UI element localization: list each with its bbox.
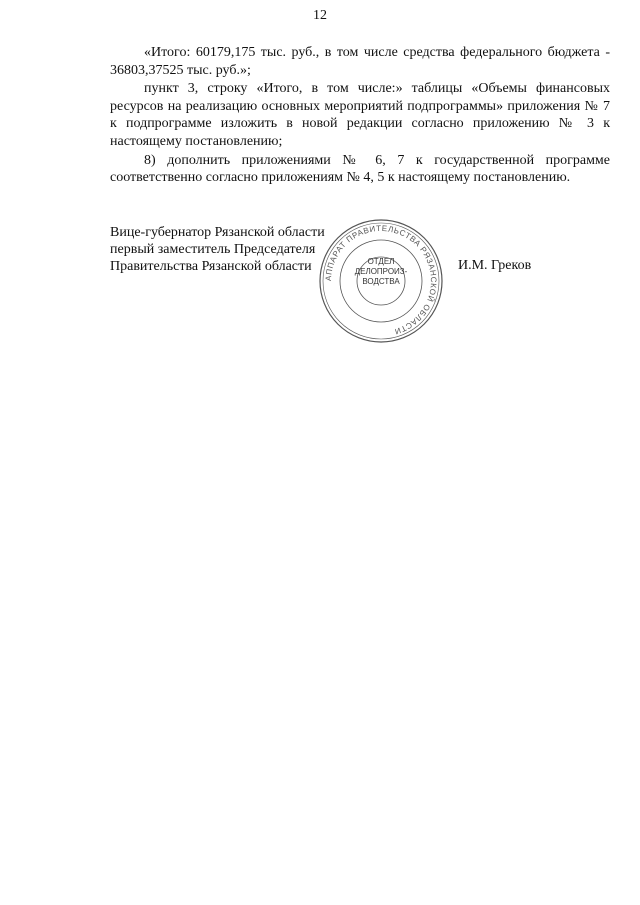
stamp-outer-text: АППАРАТ ПРАВИТЕЛЬСТВА РЯЗАНСКОЙ ОБЛАСТИ xyxy=(323,223,439,337)
signer-name: И.М. Греков xyxy=(458,258,532,273)
stamp-center-line-3: ВОДСТВА xyxy=(362,277,400,286)
paragraph-point-3: пункт 3, строку «Итого, в том числе:» таблицы «Объемы финансовых ресурсов на реализацию основных мероприятий подпрограммы» приложения № 7 к подпрограмме изложить в новой редакции согласно приложению № 3 к настоящему постановлению; xyxy=(110,81,610,149)
signatory-title xyxy=(110,224,325,275)
signatory-line-1: Вице-губернатор Рязанской области xyxy=(110,225,325,240)
signatory-line-2: первый заместитель Председателя xyxy=(110,242,316,257)
official-stamp xyxy=(318,218,444,344)
document-body xyxy=(110,44,610,188)
stamp-center-line-2: ДЕЛОПРОИЗ- xyxy=(354,267,408,276)
stamp-center-line-1: ОТДЕЛ xyxy=(367,257,395,266)
signatory-line-3: Правительства Рязанской области xyxy=(110,259,312,274)
paragraph-total-budget: «Итого: 60179,175 тыс. руб., в том числе средства федерального бюджета - 36803,37525 тыс. руб.»; xyxy=(110,45,610,78)
stamp-center-text xyxy=(318,257,444,287)
page-number: 12 xyxy=(313,8,327,23)
paragraph-point-8: 8) дополнить приложениями № 6, 7 к государственной программе соответственно согласно приложениям № 4, 5 к настоящему постановлению. xyxy=(110,152,610,186)
